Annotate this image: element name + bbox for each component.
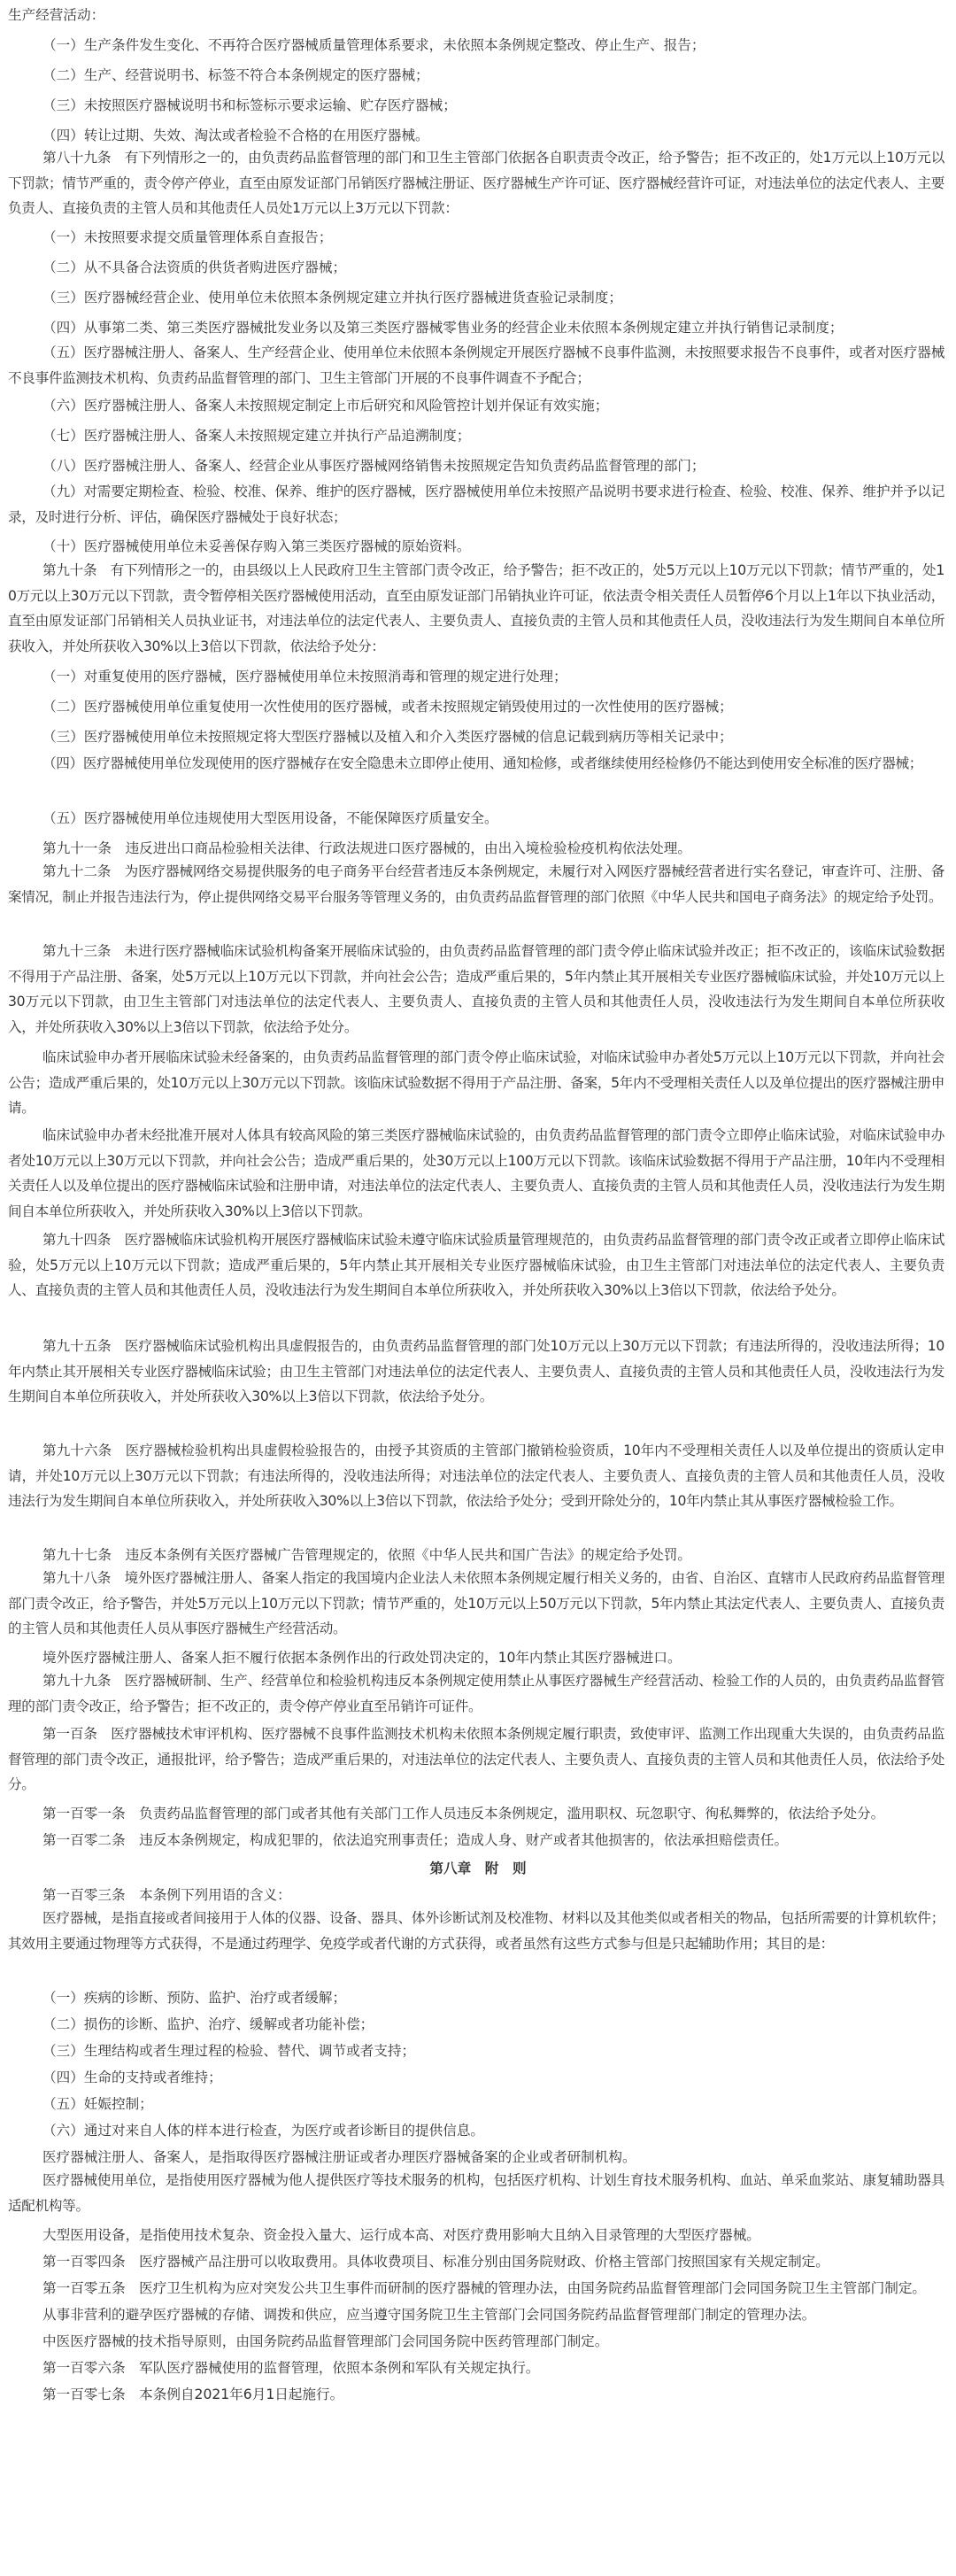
article-107: 第一百零七条 本条例自2021年6月1日起施行。 — [42, 2386, 344, 2402]
list-item: （七）医疗器械注册人、备案人未按照规定建立并执行产品追溯制度； — [42, 428, 471, 444]
list-item: （四）生命的支持或者维持； — [42, 2069, 222, 2085]
article-104: 第一百零四条 医疗器械产品注册可以收取费用。具体收费项目、标准分别由国务院财政、价格主管部门按照国家有关规定制定。 — [42, 2254, 829, 2270]
list-item: （四）转让过期、失效、淘汰或者检验不合格的在用医疗器械。 — [42, 128, 429, 143]
list-item: （六）医疗器械注册人、备案人未按照规定制定上市后研究和风险管控计划并保证有效实施； — [42, 398, 609, 414]
article-90: 第九十条 有下列情形之一的，由县级以上人民政府卫生主管部门责令改正，给予警告；拒不改正的，处5万元以上10万元以下罚款；情节严重的，处10万元以上30万元以下罚款，责令暂停相关医疗器械使用活动，直至由原发证部门吊销执业许可证，依法责令相关责任人员暂停6个月以上1年以下执业活动，直至由原发证部门吊销相关人员执业证书，对违法单位的法定代表人、主要负责人、直接负责的主管人员和其他责任人员，没收违法行为发生期间自本单位所获收入，并处所获收入30%以上3倍以下罚款，依法给予处分： — [8, 562, 944, 654]
paragraph: 临床试验申办者开展临床试验未经备案的，由负责药品监督管理的部门责令停止临床试验，对临床试验申办者处5万元以上10万元以下罚款，并向社会公告；造成严重后果的，处10万元以上30万元以下罚款。该临床试验数据不得用于产品注册、备案，5年内不受理相关责任人以及单位提出的医疗器械注册申请。 — [8, 1049, 944, 1117]
list-item: （五）医疗器械注册人、备案人、生产经营企业、使用单位未依照本条例规定开展医疗器械不良事件监测，未按照要求报告不良事件，或者对医疗器械不良事件监测技术机构、负责药品监督管理的部门、卫生主管部门开展的不良事件调查不予配合； — [8, 344, 944, 386]
list-item: （十）医疗器械使用单位未妥善保存购入第三类医疗器械的原始资料。 — [42, 538, 471, 554]
paragraph: 医疗器械，是指直接或者间接用于人体的仪器、设备、器具、体外诊断试剂及校准物、材料以及其他类似或者相关的物品，包括所需要的计算机软件；其效用主要通过物理等方式获得，不是通过药理学、免疫学或者代谢的方式获得，或者虽然有这些方式参与但是只起辅助作用；其目的是： — [8, 1910, 944, 1952]
list-item: （一）未按照要求提交质量管理体系自查报告； — [42, 229, 333, 245]
list-item: （三）医疗器械经营企业、使用单位未依照本条例规定建立并执行医疗器械进货查验记录制度； — [42, 290, 622, 306]
article-92: 第九十二条 为医疗器械网络交易提供服务的电子商务平台经营者违反本条例规定，未履行对入网医疗器械经营者进行实名登记，审查许可、注册、备案情况，制止并报告违法行为，停止提供网络交易平台服务等管理义务的，由负责药品监督管理的部门依照《中华人民共和国电子商务法》的规定给予处罚。 — [8, 863, 944, 905]
paragraph: 临床试验申办者未经批准开展对人体具有较高风险的第三类医疗器械临床试验的，由负责药品监督管理的部门责令立即停止临床试验，对临床试验申办者处10万元以上30万元以下罚款，并向社会公告；造成严重后果的，处30万元以上100万元以下罚款。该临床试验数据不得用于产品注册，10年内不受理相关责任人以及单位提出的医疗器械临床试验和注册申请，对违法单位的法定代表人、主要负责人、直接负责的主管人员和其他责任人员，没收违法行为发生期间自本单位所获收入，并处所获收入30%以上3倍以下罚款。 — [8, 1127, 944, 1219]
list-item: （一）对重复使用的医疗器械，医疗器械使用单位未按照消毒和管理的规定进行处理； — [42, 669, 567, 685]
article-94: 第九十四条 医疗器械临床试验机构开展医疗器械临床试验未遵守临床试验质量管理规范的，由负责药品监督管理的部门责令改正或者立即停止临床试验，处5万元以上10万元以下罚款；造成严重后果的，5年内禁止其开展相关专业医疗器械临床试验，由卫生主管部门对违法单位的法定代表人、主要负责人、直接负责的主管人员和其他责任人员，没收违法行为发生期间自本单位所获收入，并处所获收入30%以上3倍以下罚款，依法给予处分。 — [8, 1232, 944, 1299]
chapter-heading: 第八章 附 则 — [429, 1860, 527, 1876]
paragraph: 大型医用设备，是指使用技术复杂、资金投入量大、运行成本高、对医疗费用影响大且纳入目录管理的大型医疗器械。 — [42, 2227, 760, 2243]
list-item: （四）从事第二类、第三类医疗器械批发业务以及第三类医疗器械零售业务的经营企业未依照本条例规定建立并执行销售记录制度； — [42, 320, 844, 336]
list-item: （五）妊娠控制； — [42, 2096, 153, 2112]
list-item: （二）医疗器械使用单位重复使用一次性使用的医疗器械，或者未按照规定销毁使用过的一次性使用的医疗器械； — [42, 699, 733, 715]
article-91: 第九十一条 违反进出口商品检验相关法律、行政法规进口医疗器械的，由出入境检验检疫机构依法处理。 — [42, 840, 691, 856]
article-95: 第九十五条 医疗器械临床试验机构出具虚假报告的，由负责药品监督管理的部门处10万元以上30万元以下罚款；有违法所得的，没收违法所得；10年内禁止其开展相关专业医疗器械临床试验；由卫生主管部门对违法单位的法定代表人、主要负责人、直接负责的主管人员和其他责任人员，没收违法行为发生期间自本单位所获收入，并处所获收入30%以上3倍以下罚款，依法给予处分。 — [8, 1338, 944, 1405]
article-99: 第九十九条 医疗器械研制、生产、经营单位和检验机构违反本条例规定使用禁止从事医疗器械生产经营活动、检验工作的人员的，由负责药品监督管理的部门责令改正，给予警告；拒不改正的，责令停产停业直至吊销许可证件。 — [8, 1673, 944, 1714]
list-item: （八）医疗器械注册人、备案人、经营企业从事医疗器械网络销售未按照规定告知负责药品监督管理的部门； — [42, 458, 705, 474]
article-103: 第一百零三条 本条例下列用语的含义： — [42, 1887, 291, 1903]
list-item: （三）医疗器械使用单位未按照规定将大型医疗器械以及植入和介入类医疗器械的信息记载到病历等相关记录中； — [42, 729, 733, 745]
list-item: （一）生产条件发生变化、不再符合医疗器械质量管理体系要求，未依照本条例规定整改、停止生产、报告； — [42, 37, 705, 53]
article-106: 第一百零六条 军队医疗器械使用的监督管理，依照本条例和军队有关规定执行。 — [42, 2360, 540, 2376]
paragraph: 生产经营活动： — [8, 7, 105, 23]
article-96: 第九十六条 医疗器械检验机构出具虚假检验报告的，由授予其资质的主管部门撤销检验资质，10年内不受理相关责任人以及单位提出的资质认定申请，并处10万元以上30万元以下罚款；有违法所得的，没收违法所得；对违法单位的法定代表人、主要负责人、直接负责的主管人员和其他责任人员，没收违法行为发生期间自本单位所获收入，并处所获收入30%以上3倍以下罚款，依法给予处分；受到开除处分的，10年内禁止其从事医疗器械检验工作。 — [8, 1443, 944, 1510]
article-101: 第一百零一条 负责药品监督管理的部门或者其他有关部门工作人员违反本条例规定，滥用职权、玩忽职守、徇私舞弊的，依法给予处分。 — [42, 1806, 885, 1822]
article-93: 第九十三条 未进行医疗器械临床试验机构备案开展临床试验的，由负责药品监督管理的部门责令停止临床试验并改正；拒不改正的，该临床试验数据不得用于产品注册、备案，处5万元以上10万元以下罚款，并向社会公告；造成严重后果的，5年内禁止其开展相关专业医疗器械临床试验，并处10万元以上30万元以下罚款，由卫生主管部门对违法单位的法定代表人、主要负责人、直接负责的主管人员和其他责任人员，没收违法行为发生期间自本单位所获收入，并处所获收入30%以上3倍以下罚款，依法给予处分。 — [8, 943, 944, 1035]
paragraph: 境外医疗器械注册人、备案人拒不履行依据本条例作出的行政处罚决定的，10年内禁止其医疗器械进口。 — [42, 1650, 682, 1666]
paragraph: 医疗器械注册人、备案人，是指取得医疗器械注册证或者办理医疗器械备案的企业或者研制机构。 — [42, 2149, 636, 2165]
list-item: （九）对需要定期检查、检验、校准、保养、维护的医疗器械，医疗器械使用单位未按照产品说明书要求进行检查、检验、校准、保养、维护并予以记录，及时进行分析、评估，确保医疗器械处于良好状态； — [8, 483, 944, 525]
article-98: 第九十八条 境外医疗器械注册人、备案人指定的我国境内企业法人未依照本条例规定履行相关义务的，由省、自治区、直辖市人民政府药品监督管理部门责令改正，给予警告，并处5万元以上10万元以下罚款；情节严重的，处10万元以上50万元以下罚款，5年内禁止其法定代表人、主要负责人、直接负责的主管人员和其他责任人员从事医疗器械生产经营活动。 — [8, 1570, 944, 1637]
list-item: （三）未按照医疗器械说明书和标签标示要求运输、贮存医疗器械； — [42, 97, 457, 113]
article-89: 第八十九条 有下列情形之一的，由负责药品监督管理的部门和卫生主管部门依据各自职责责令改正，给予警告；拒不改正的，处1万元以上10万元以下罚款；情节严重的，责令停产停业，直至由原发证部门吊销医疗器械注册证、医疗器械生产许可证、医疗器械经营许可证，对违法单位的法定代表人、主要负责人、直接负责的主管人员和其他责任人员处1万元以上3万元以下罚款： — [8, 150, 944, 217]
list-item: （五）医疗器械使用单位违规使用大型医用设备，不能保障医疗质量安全。 — [42, 810, 498, 826]
list-item: （二）损伤的诊断、监护、治疗、缓解或者功能补偿； — [42, 2016, 374, 2032]
list-item: （三）生理结构或者生理过程的检验、替代、调节或者支持； — [42, 2043, 416, 2059]
list-item: （二）从不具备合法资质的供货者购进医疗器械； — [42, 259, 347, 275]
list-item: （一）疾病的诊断、预防、监护、治疗或者缓解； — [42, 1990, 347, 2006]
paragraph: 医疗器械使用单位，是指使用医疗器械为他人提供医疗等技术服务的机构，包括医疗机构、计划生育技术服务机构、血站、单采血浆站、康复辅助器具适配机构等。 — [8, 2172, 944, 2214]
article-105: 第一百零五条 医疗卫生机构为应对突发公共卫生事件而研制的医疗器械的管理办法，由国务院药品监督管理部门会同国务院卫生主管部门制定。 — [42, 2280, 927, 2296]
list-item: （四）医疗器械使用单位发现使用的医疗器械存在安全隐患未立即停止使用、通知检修，或者继续使用经检修仍不能达到使用安全标准的医疗器械； — [42, 755, 923, 771]
list-item: （二）生产、经营说明书、标签不符合本条例规定的医疗器械； — [42, 67, 429, 83]
article-100: 第一百条 医疗器械技术审评机构、医疗器械不良事件监测技术机构未依照本条例规定履行职责，致使审评、监测工作出现重大失误的，由负责药品监督管理的部门责令改正，通报批评，给予警告；造成严重后果的，对违法单位的法定代表人、主要负责人、直接负责的主管人员和其他责任人员，依法给予处分。 — [8, 1726, 944, 1793]
list-item: （六）通过对来自人体的样本进行检查，为医疗或者诊断目的提供信息。 — [42, 2123, 485, 2139]
paragraph: 从事非营利的避孕医疗器械的存储、调拨和供应，应当遵守国务院卫生主管部门会同国务院药品监督管理部门制定的管理办法。 — [42, 2307, 816, 2323]
paragraph: 中医医疗器械的技术指导原则，由国务院药品监督管理部门会同国务院中医药管理部门制定。 — [42, 2333, 609, 2349]
article-97: 第九十七条 违反本条例有关医疗器械广告管理规定的，依照《中华人民共和国广告法》的规定给予处罚。 — [42, 1547, 691, 1563]
article-102: 第一百零二条 违反本条例规定，构成犯罪的，依法追究刑事责任；造成人身、财产或者其他损害的，依法承担赔偿责任。 — [42, 1832, 789, 1848]
